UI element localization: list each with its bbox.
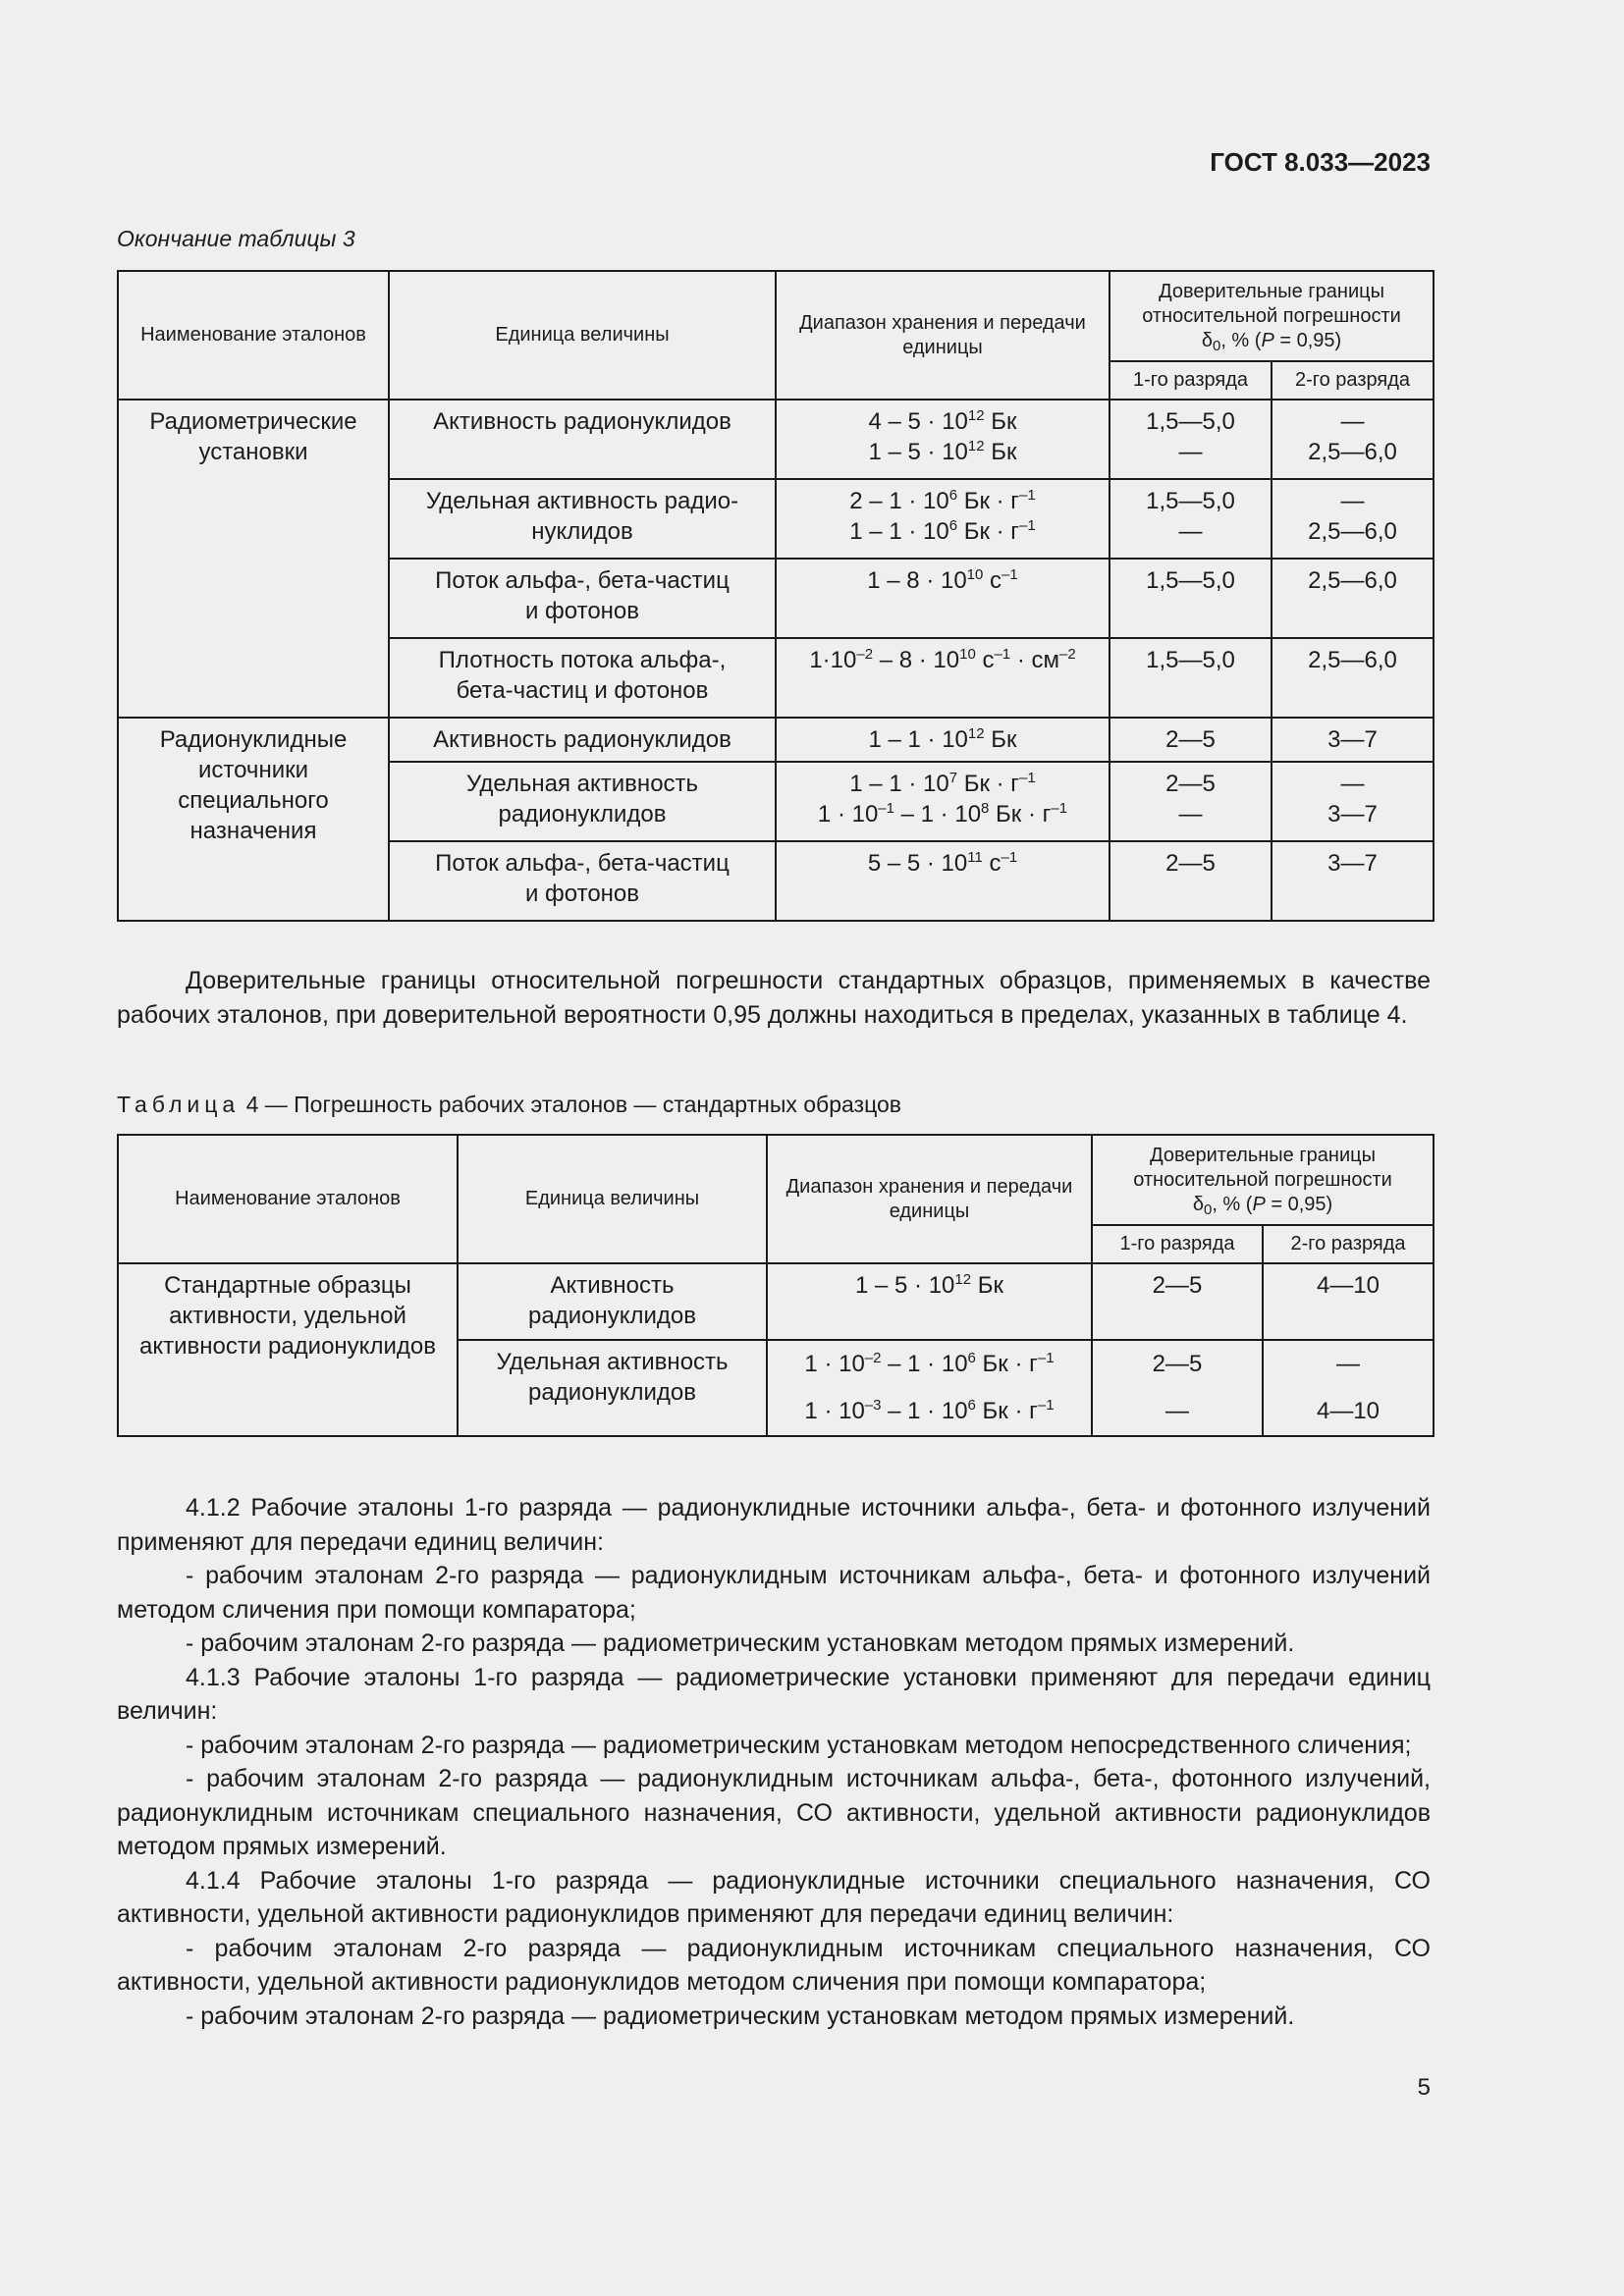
paragraph: 4.1.2 Рабочие эталоны 1-го разряда — радионуклидные источники альфа-, бета- и фотонного излучений применяют для передачи единиц величин:: [117, 1494, 1431, 1556]
grade2-cell: — 4—10: [1263, 1340, 1434, 1436]
grade1-cell: 2—5: [1110, 718, 1272, 762]
paragraph: - рабочим эталонам 2-го разряда — радионуклидным источникам альфа-, бета- и фотонного излучений методом сличения при помощи компаратора;: [117, 1562, 1431, 1624]
grade1-cell: 1,5—5,0 —: [1110, 400, 1272, 479]
range-cell: $1 \cdot 10^{-2} - 1 \cdot 10^6$ Бк · $г^{-1}$ $1 \cdot 10^{-3} - 1 \cdot 10^6$ Бк · $г^{-1}$: [767, 1340, 1092, 1436]
paragraph: 4.1.3 Рабочие эталоны 1-го разряда — радиометрические установки применяют для передачи единиц величин:: [117, 1663, 1431, 1725]
unit-cell: Поток альфа-, бета-частиц и фотонов: [389, 559, 776, 638]
grade2-cell: 3—7: [1272, 718, 1434, 762]
document-code: ГОСТ 8.033—2023: [1210, 147, 1431, 177]
range-cell: $1\cdot 10^{-2} - 8 \cdot 10^{10}$ $с^{-1} \cdot см^{-2}$: [776, 638, 1110, 718]
header-bounds: Доверительные границы относительной погрешности $\delta_0$, % (P = 0,95): [1092, 1135, 1434, 1225]
grade1-cell: 1,5—5,0: [1110, 559, 1272, 638]
table-row: [118, 1263, 1434, 1340]
grade2-cell: 2,5—6,0: [1272, 638, 1434, 718]
paragraph: - рабочим эталонам 2-го разряда — радиометрическим установкам методом непосредственного сличения;: [186, 1731, 1412, 1759]
table-row: [118, 400, 1434, 479]
range-cell: $1 - 1 \cdot 10^7$ Бк · $г^{-1}$ $1 \cdot 10^{-1} - 1 \cdot 10^8$ Бк · $г^{-1}$: [776, 762, 1110, 841]
header-name: Наименование эталонов: [118, 271, 389, 400]
header-unit: Единица величины: [458, 1135, 767, 1263]
range-cell: $4 - 5 \cdot 10^{12}$ Бк $1 - 5 \cdot 10^{12}$ Бк: [776, 400, 1110, 479]
header-unit: Единица величины: [389, 271, 776, 400]
unit-cell: Удельная активность радио- нуклидов: [389, 479, 776, 559]
grade1-cell: 1,5—5,0 —: [1110, 479, 1272, 559]
paragraph: - рабочим эталонам 2-го разряда — радионуклидным источникам альфа-, бета-, фотонного излучений, радионуклидным источникам специального назначения, СО активности, удельной активности радионуклидов методом прямых измерений.: [117, 1765, 1431, 1860]
paragraph: 4.1.4 Рабочие эталоны 1-го разряда — радионуклидные источники специального назначения, СО активности, удельной активности радионуклидов применяют для передачи единиц величин:: [117, 1866, 1431, 1928]
paragraph: - рабочим эталонам 2-го разряда — радиометрическим установкам методом прямых измерений.: [186, 1629, 1295, 1657]
header-range: Диапазон хранения и передачи единицы: [767, 1135, 1092, 1263]
table3-continuation-caption: Окончание таблицы 3: [117, 226, 355, 251]
grade1-cell: 2—5: [1092, 1263, 1263, 1340]
table-4: [117, 1134, 1435, 1437]
unit-cell: Удельная активность радионуклидов: [389, 762, 776, 841]
page-number: 5: [1417, 2074, 1431, 2101]
table-3: [117, 270, 1435, 922]
unit-cell: Удельная активность радионуклидов: [458, 1340, 767, 1436]
body-text: [117, 1491, 1431, 2033]
group-cell: Радиометрические установки: [118, 400, 389, 718]
group-cell: Радионуклидные источники специального назначения: [118, 718, 389, 921]
group-cell: Стандартные образцы активности, удельной активности радионуклидов: [118, 1263, 458, 1436]
grade2-cell: 3—7: [1272, 841, 1434, 921]
table-row: [118, 718, 1434, 762]
grade1-cell: 2—5 —: [1110, 762, 1272, 841]
grade2-cell: 2,5—6,0: [1272, 559, 1434, 638]
range-cell: $2 - 1 \cdot 10^6$ Бк · $г^{-1}$ $1 - 1 \cdot 10^6$ Бк · $г^{-1}$: [776, 479, 1110, 559]
unit-cell: Активность радионуклидов: [389, 718, 776, 762]
header-name: Наименование эталонов: [118, 1135, 458, 1263]
grade1-cell: 2—5 —: [1092, 1340, 1263, 1436]
range-cell: $5 - 5 \cdot 10^{11}$ $с^{-1}$: [776, 841, 1110, 921]
grade2-cell: 4—10: [1263, 1263, 1434, 1340]
grade2-cell: — 2,5—6,0: [1272, 400, 1434, 479]
header-grade-2: 2-го разряда: [1263, 1225, 1434, 1263]
paragraph: - рабочим эталонам 2-го разряда — радиометрическим установкам методом прямых измерений.: [186, 2002, 1295, 2030]
grade1-cell: 1,5—5,0: [1110, 638, 1272, 718]
table4-title: Таблица 4 — Погрешность рабочих эталонов — стандартных образцов: [117, 1092, 902, 1117]
paragraph: - рабочим эталонам 2-го разряда — радионуклидным источникам специального назначения, СО активности, удельной активности радионуклидов методом сличения при помощи компаратора;: [117, 1934, 1431, 1996]
header-grade-2: 2-го разряда: [1272, 361, 1434, 400]
grade2-cell: — 2,5—6,0: [1272, 479, 1434, 559]
unit-cell: Плотность потока альфа-, бета-частиц и фотонов: [389, 638, 776, 718]
range-cell: $1 - 5 \cdot 10^{12}$ Бк: [767, 1263, 1092, 1340]
paragraph-table4-intro: Доверительные границы относительной погрешности стандартных образцов, применяемых в качестве рабочих эталонов, при доверительной вероятности 0,95 должны находиться в пределах, указанных в таблице 4.: [117, 967, 1431, 1029]
header-range: Диапазон хранения и передачи единицы: [776, 271, 1110, 400]
unit-cell: Поток альфа-, бета-частиц и фотонов: [389, 841, 776, 921]
header-bounds: Доверительные границы относительной погрешности $\delta_0$, % (P = 0,95): [1110, 271, 1434, 361]
grade1-cell: 2—5: [1110, 841, 1272, 921]
range-cell: $1 - 8 \cdot 10^{10}$ $с^{-1}$: [776, 559, 1110, 638]
header-grade-1: 1-го разряда: [1092, 1225, 1263, 1263]
header-grade-1: 1-го разряда: [1110, 361, 1272, 400]
range-cell: $1 - 1 \cdot 10^{12}$ Бк: [776, 718, 1110, 762]
grade2-cell: — 3—7: [1272, 762, 1434, 841]
unit-cell: Активность радионуклидов: [389, 400, 776, 479]
unit-cell: Активность радионуклидов: [458, 1263, 767, 1340]
